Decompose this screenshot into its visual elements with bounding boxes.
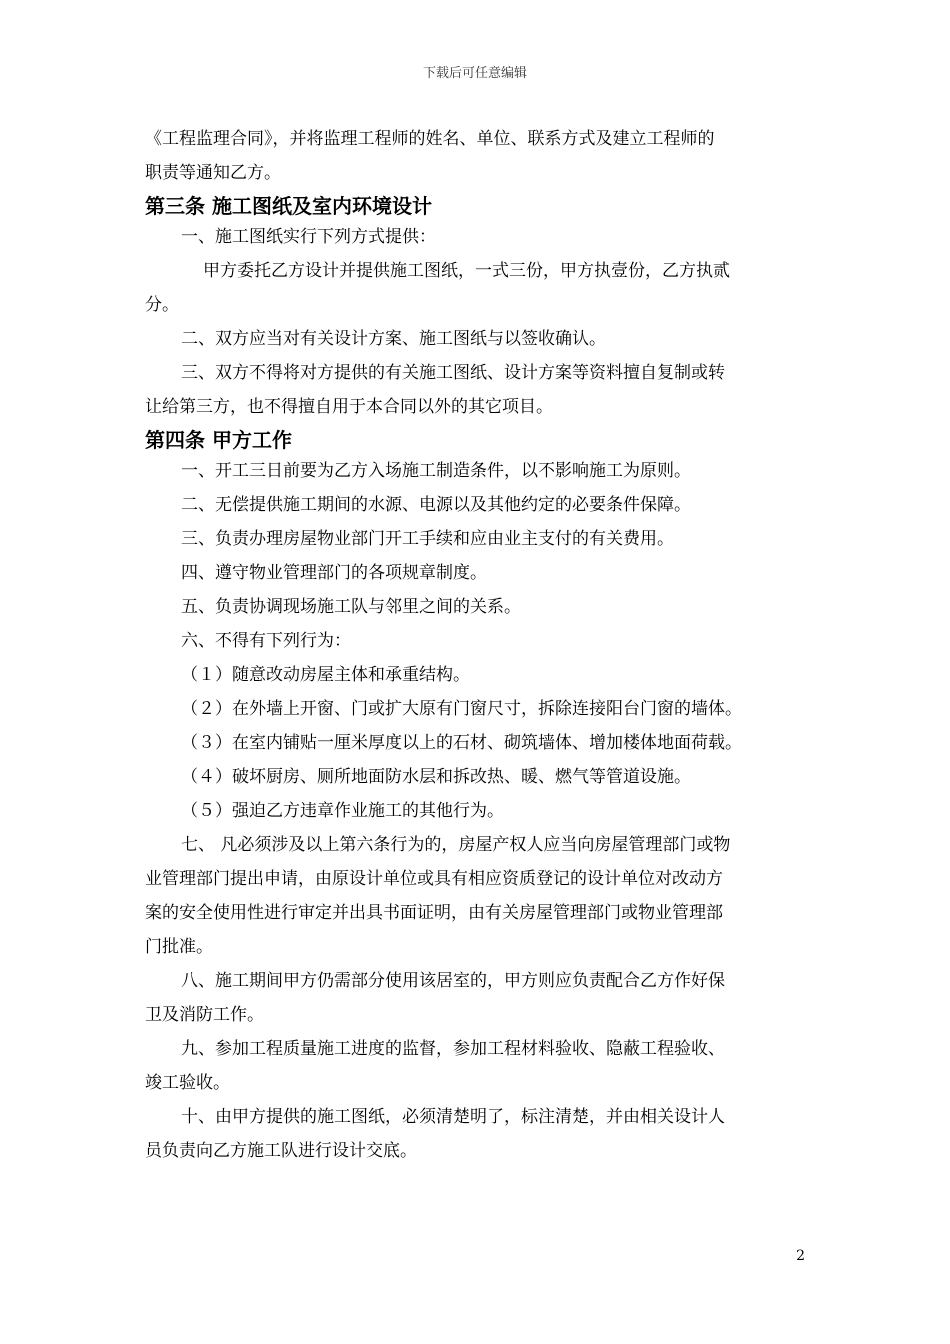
paragraph: 一、施工图纸实行下列方式提供： — [181, 227, 436, 247]
sub-list-item: （１）随意改动房屋主体和承重结构。 — [181, 665, 470, 685]
list-item: 四、遵守物业管理部门的各项规章制度。 — [181, 563, 487, 583]
paragraph: 七、 凡必须涉及以上第六条行为的，房屋产权人应当向房屋管理部门或物 — [181, 835, 731, 855]
list-item: 一、开工三日前要为乙方入场施工制造条件，以不影响施工为原则。 — [181, 461, 691, 481]
paragraph-continuation: 门批准。 — [145, 937, 213, 957]
list-item: 三、负责办理房屋物业部门开工手续和应由业主支付的有关费用。 — [181, 529, 674, 549]
list-item: 二、无偿提供施工期间的水源、电源以及其他约定的必要条件保障。 — [181, 495, 691, 515]
paragraph: 十、由甲方提供的施工图纸，必须清楚明了，标注清楚，并由相关设计人 — [181, 1107, 725, 1127]
list-item: 六、不得有下列行为： — [181, 631, 351, 651]
page-number: 2 — [796, 1248, 805, 1264]
paragraph: 三、双方不得将对方提供的有关施工图纸、设计方案等资料擅自复制或转 — [181, 363, 725, 383]
paragraph: 八、施工期间甲方仍需部分使用该居室的，甲方则应负责配合乙方作好保 — [181, 971, 725, 991]
paragraph-continuation: 卫及消防工作。 — [145, 1005, 264, 1025]
sub-list-item: （２）在外墙上开窗、门或扩大原有门窗尺寸，拆除连接阳台门窗的墙体。 — [181, 699, 742, 719]
paragraph-continuation: 业管理部门提出申请，由原设计单位或具有相应资质登记的设计单位对改动方 — [145, 869, 723, 889]
document-body — [145, 122, 810, 1168]
list-item: 五、负责协调现场施工队与邻里之间的关系。 — [181, 597, 521, 617]
intro-line: 职责等通知乙方。 — [145, 163, 281, 183]
page-header: 下载后可任意编辑 — [422, 66, 527, 81]
sub-list-item: （５）强迫乙方违章作业施工的其他行为。 — [181, 801, 504, 821]
section-heading-3: 第三条 施工图纸及室内环境设计 — [145, 194, 432, 218]
sub-list-item: （３）在室内铺贴一厘米厚度以上的石材、砌筑墙体、增加楼体地面荷载。 — [181, 733, 742, 753]
paragraph: 甲方委托乙方设计并提供施工图纸，一式三份，甲方执壹份，乙方执贰 — [203, 261, 730, 281]
section-heading-4: 第四条 甲方工作 — [145, 428, 292, 452]
paragraph-continuation: 案的安全使用性进行审定并出具书面证明，由有关房屋管理部门或物业管理部 — [145, 903, 723, 923]
paragraph-continuation: 让给第三方，也不得擅自用于本合同以外的其它项目。 — [145, 397, 553, 417]
paragraph: 二、双方应当对有关设计方案、施工图纸与以签收确认。 — [181, 329, 606, 349]
intro-line: 《工程监理合同》，并将监理工程师的姓名、单位、联系方式及建立工程师的 — [145, 129, 715, 149]
paragraph-continuation: 分。 — [145, 295, 179, 315]
sub-list-item: （４）破坏厨房、厕所地面防水层和拆改热、暖、燃气等管道设施。 — [181, 767, 691, 787]
paragraph-continuation: 竣工验收。 — [145, 1073, 230, 1093]
paragraph-continuation: 员负责向乙方施工队进行设计交底。 — [145, 1141, 417, 1161]
paragraph: 九、参加工程质量施工进度的监督，参加工程材料验收、隐蔽工程验收、 — [181, 1039, 725, 1059]
